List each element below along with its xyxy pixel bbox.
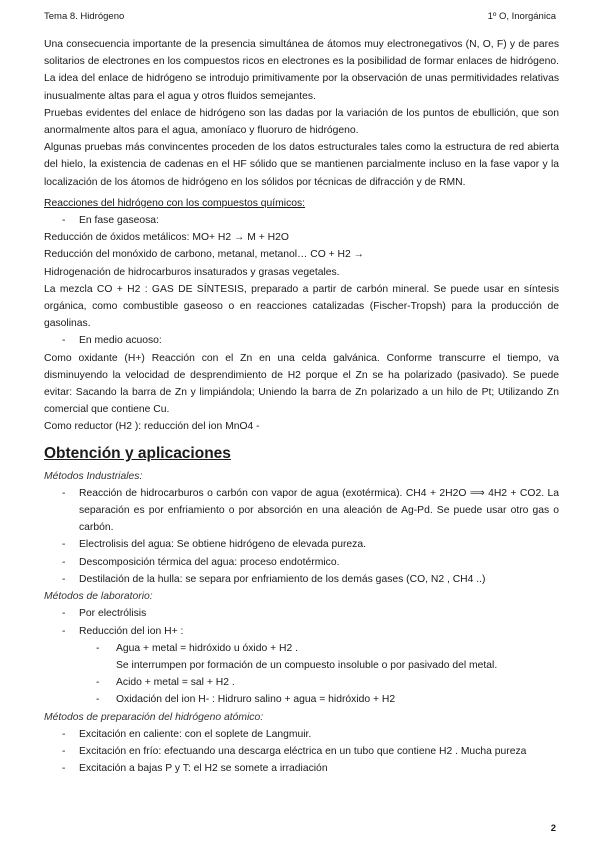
sub-list-item: - Agua + metal = hidróxido u óxido + H2 . (44, 640, 559, 657)
sub-list-item: - Acido + metal = sal + H2 . (44, 674, 559, 691)
gas-line-3: Hidrogenación de hidrocarburos insaturados y grasas vegetales. (44, 266, 340, 278)
intro-paragraph-3: Algunas pruebas más convincentes proceden de los datos estructurales tales como la estructura de red abierta del hielo, la existencia de cadenas en el HF sólido que se mantienen parcialmente incluso en la fase vapor y la localización de los átomos de hidrógeno en los sólidos por técnicas de difracción y de RMN. (44, 142, 559, 188)
list-item: - Reacción de hidrocarburos o carbón con vapor de agua (exotérmica). CH4 + 2H2O ⟹ 4H2 + CO2. La separación es por enfriamiento o por absorción en una aleación de Ag-Pd. Se puede usar otro gas o carbón. (44, 485, 559, 537)
atomic-methods-title: Métodos de preparación del hidrógeno atómico: (44, 711, 264, 723)
reactions-title: Reacciones del hidrógeno con los compuestos químicos: (44, 197, 306, 209)
gas-line-2: Reducción del monóxido de carbono, metanal, metanol… CO + H2 → (44, 249, 364, 261)
header-right: 1º O, Inorgánica (487, 11, 556, 22)
sub-list-note: Se interrumpen por formación de un compuesto insoluble o por pasivado del metal. (116, 659, 498, 671)
intro-paragraph-2: Pruebas evidentes del enlace de hidrógeno son las dadas por la variación de los puntos de ebullición, que son anormalmente altos para el agua, amoníaco y fluoruro de hidrógeno. (44, 107, 559, 137)
section-heading-obtencion: Obtención y aplicaciones (44, 444, 231, 462)
list-item: - Electrolisis del agua: Se obtiene hidrógeno de elevada pureza. (44, 536, 559, 553)
aqueous-paragraph: Como oxidante (H+) Reacción con el Zn en una celda galvánica. Conforme transcurre el tiempo, va disminuyendo la velocidad de desprendimiento de H2 porque el Zn se ha polarizado (pasivado). Se puede evitar: Sacando la barra de Zn y limpiándola; Uniendo la barra de Zn polarizado a un hilo de Pt; Utilizando Zn comercial que contiene Cu. (44, 352, 559, 416)
aqueous-reductor-line: Como reductor (H2 ): reducción del ion MnO4 - (44, 421, 260, 433)
header-left: Tema 8. Hidrógeno (44, 11, 125, 22)
intro-paragraph-1: Una consecuencia importante de la presencia simultánea de átomos muy electronegativos (N, O, F) y de pares solitarios de electrones en los compuestos ricos en electrones es la posibilidad de formar enlaces de hidrógeno. La idea del enlace de hidrógeno se introdujo primitivamente por la observación de unas permitividades relativas inusualmente altas para el agua y otros fluidos semejantes. (44, 39, 559, 102)
list-item: - Descomposición térmica del agua: proceso endotérmico. (44, 554, 559, 571)
list-item-gas: - En fase gaseosa: (44, 212, 559, 229)
lab-methods-title: Métodos de laboratorio: (44, 591, 153, 603)
gas-line-1: Reducción de óxidos metálicos: MO+ H2 → M + H2O (44, 232, 289, 244)
industrial-methods-title: Métodos Industriales: (44, 470, 143, 482)
list-item: - Por electrólisis (44, 605, 559, 622)
list-item: - Reducción del ion H+ : (44, 623, 559, 640)
page-content (44, 36, 559, 777)
list-item: - Destilación de la hulla: se separa por enfriamiento de los demás gases (CO, N2 , CH4 ..) (44, 571, 559, 588)
list-item: - Excitación a bajas P y T: el H2 se somete a irradiación (44, 760, 559, 777)
list-item: - Excitación en frío: efectuando una descarga eléctrica en un tubo que contiene H2 . Mucha pureza (44, 743, 559, 760)
gas-paragraph: La mezcla CO + H2 : GAS DE SÍNTESIS, preparado a partir de carbón mineral. Se puede usar en síntesis orgánica, como combustible gaseoso o en reacciones catalizadas (Fischer-Tropsh) para la producción de gasolinas. (44, 283, 559, 330)
list-item: - Excitación en caliente: con el soplete de Langmuir. (44, 726, 559, 743)
sub-list-item: - Oxidación del ion H- : Hidruro salino + agua = hidróxido + H2 (44, 691, 559, 708)
list-item-aqueous: - En medio acuoso: (44, 332, 559, 349)
page-number: 2 (550, 823, 556, 834)
